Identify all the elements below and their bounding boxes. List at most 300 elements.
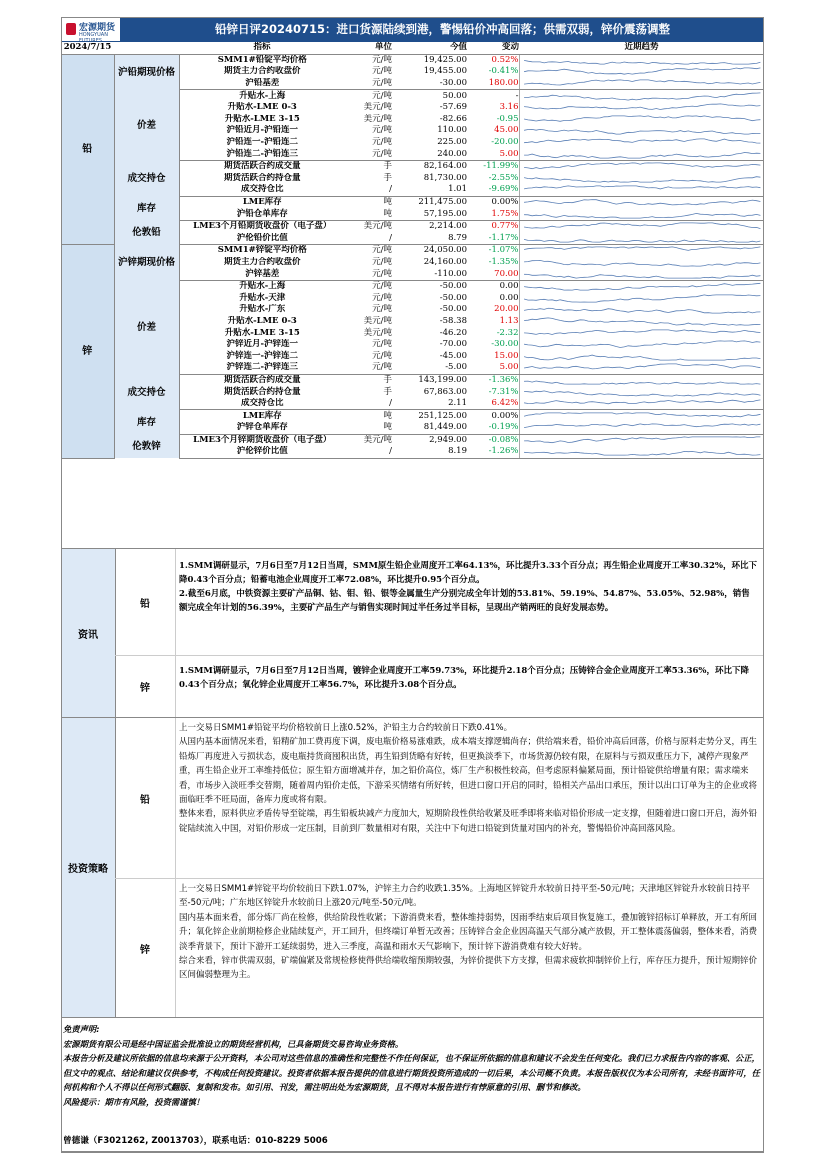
trend-line	[524, 274, 760, 278]
strategy-zinc-text	[175, 879, 764, 986]
data-row	[61, 410, 764, 422]
trend-cell	[519, 90, 764, 102]
data-row	[61, 434, 764, 446]
trend-cell	[519, 160, 764, 172]
indicator-name: 沪锌近月-沪锌连一	[226, 339, 299, 350]
trend-cell	[519, 114, 764, 126]
trend-line	[524, 364, 760, 369]
info-zinc-label: 锌	[115, 656, 176, 717]
indicator-unit: 美元/吨	[363, 113, 392, 124]
indicator-change: 0.00	[499, 292, 519, 303]
indicator-unit: 元/吨	[345, 148, 395, 160]
trend-cell	[519, 208, 764, 220]
trend-line	[524, 68, 760, 74]
trend-cell	[519, 398, 764, 410]
trend-cell	[519, 220, 764, 232]
trend-sparkline	[520, 55, 765, 66]
indicator-value: -58.38	[439, 315, 467, 326]
indicator-value: 81,730.00	[423, 172, 467, 183]
paragraph: 1.SMM调研显示，7月6日至7月12日当周，SMM原生铅企业周度开工率64.13%，环比提升3.33个百分点；再生铅企业周度开工率30.32%，环比下降0.43个百分点；铅蓄电池企业周度开工率72.08%，环比提升0.95个百分点。	[179, 561, 757, 585]
logo-text-zh: 宏源期货	[79, 23, 116, 33]
indicator-unit: /	[345, 233, 395, 245]
logo-text-en: HONGYUAN FUTURES	[79, 32, 108, 44]
indicator-change: -2.55%	[488, 172, 519, 183]
group-label: 伦敦锌	[114, 434, 179, 458]
indicator-name: 沪锌连二-沪锌连三	[179, 362, 345, 374]
report-header	[61, 17, 764, 42]
trend-sparkline	[520, 411, 765, 422]
strategy-zinc-label: 锌	[115, 879, 176, 1017]
indicator-change: -1.26%	[467, 446, 519, 458]
indicator-value: -30.00	[395, 78, 467, 90]
indicator-unit: /	[345, 446, 395, 458]
indicator-name: 升贴水-LME 3-15	[224, 113, 300, 124]
trend-sparkline	[520, 304, 765, 315]
strategy-lead-row	[115, 718, 764, 879]
trend-cell	[519, 148, 764, 160]
indicator-change: -7.31%	[488, 386, 519, 397]
indicator-change: 45.00	[494, 125, 519, 136]
indicator-unit: 元/吨	[345, 78, 395, 90]
indicator-change: 0.52%	[491, 54, 519, 65]
trend-line	[524, 413, 760, 417]
indicator-value: -110.00	[395, 268, 467, 280]
indicator-change: -20.00	[491, 137, 519, 148]
strategy-zinc-row	[115, 879, 764, 1017]
indicator-value: 110.00	[437, 125, 467, 136]
group-label: 成交持仓	[114, 374, 179, 410]
trend-cell	[519, 350, 764, 362]
col-indicator: 指标	[179, 42, 345, 54]
indicator-name: LME库存	[242, 197, 282, 208]
indicator-name: 沪伦锌价比值	[179, 446, 345, 458]
trend-sparkline	[520, 125, 765, 136]
indicator-name: 升贴水-LME 3-15	[224, 327, 300, 338]
phone-label: 联系电话：	[212, 1136, 256, 1146]
indicator-name: 沪铅连一-沪铅连二	[226, 137, 299, 148]
indicator-value: -50.00	[439, 292, 467, 303]
trend-sparkline	[520, 387, 765, 398]
category-cell: 锌	[61, 245, 114, 459]
indicator-change: 20.00	[494, 304, 519, 315]
data-row	[61, 160, 764, 172]
indicator-value: -57.69	[439, 102, 467, 113]
indicator-unit: 元/吨	[345, 362, 395, 374]
data-row	[61, 280, 764, 292]
disclaimer-line: 风险提示：期市有风险，投资需谨慎！	[63, 1096, 205, 1107]
trend-sparkline	[520, 245, 765, 256]
indicator-unit: 元/吨	[372, 256, 392, 267]
data-row	[61, 196, 764, 208]
data-row	[61, 374, 764, 386]
trend-line	[524, 400, 760, 404]
trend-line	[524, 452, 760, 456]
indicator-name: 沪铅仓单库存	[179, 208, 345, 220]
trend-sparkline	[520, 114, 765, 125]
indicator-table	[61, 42, 764, 459]
indicator-change: -1.35%	[488, 256, 519, 267]
indicator-change: -30.00	[491, 339, 519, 350]
indicator-value: 211,475.00	[418, 197, 467, 208]
indicator-change: -11.99%	[483, 161, 519, 172]
group-label: 沪铅期现价格	[114, 54, 179, 90]
info-zinc-row	[115, 656, 764, 717]
indicator-change: -2.32	[496, 327, 519, 338]
trend-line	[524, 309, 760, 314]
indicator-name: 升贴水-上海	[239, 281, 286, 292]
indicator-unit: 元/吨	[372, 245, 392, 256]
indicator-name: 成交持仓比	[179, 184, 345, 196]
indicator-unit: 手	[383, 172, 392, 183]
data-row	[61, 90, 764, 102]
trend-line	[524, 260, 760, 266]
trend-sparkline	[520, 351, 765, 362]
indicator-change: -1.36%	[488, 374, 519, 385]
trend-cell	[519, 362, 764, 374]
trend-sparkline	[520, 422, 765, 433]
indicator-change: -1.07%	[488, 245, 519, 256]
indicator-name: 沪铅连二-沪铅连三	[179, 148, 345, 160]
trend-sparkline	[520, 137, 765, 148]
trend-line	[524, 355, 760, 360]
indicator-unit: 手	[383, 374, 392, 385]
trend-sparkline	[520, 375, 765, 386]
trend-cell	[519, 78, 764, 90]
trend-cell	[519, 446, 764, 458]
indicator-value: 1.01	[395, 184, 467, 196]
indicator-name: 升贴水-天津	[239, 292, 286, 303]
trend-cell	[519, 268, 764, 280]
indicator-value: 24,050.00	[423, 245, 467, 256]
indicator-change: 0.77%	[491, 221, 519, 232]
disclaimer-line: 宏源期货有限公司是经中国证监会批准设立的期货经营机构，已具备期货交易咨询业务资格。	[63, 1038, 404, 1049]
indicator-value: 143,199.00	[418, 374, 467, 385]
trend-line	[524, 283, 760, 290]
trend-sparkline	[520, 293, 765, 304]
indicator-unit: 元/吨	[372, 54, 392, 65]
indicator-value: 81,449.00	[395, 422, 467, 434]
trend-line	[524, 437, 760, 443]
indicator-unit: 元/吨	[372, 292, 392, 303]
trend-cell	[519, 292, 764, 304]
trend-sparkline	[520, 281, 765, 292]
indicator-unit: 元/吨	[372, 90, 392, 101]
trend-sparkline	[520, 149, 765, 160]
indicator-name: 沪锌连一-沪锌连二	[226, 350, 299, 361]
trend-line	[524, 163, 760, 169]
trend-sparkline	[520, 66, 765, 77]
col-trend: 近期趋势	[519, 42, 764, 54]
trend-cell	[519, 137, 764, 149]
indicator-value: 67,863.00	[423, 386, 467, 397]
col-change: 变动	[467, 42, 519, 54]
indicator-unit: 吨	[345, 208, 395, 220]
trend-line	[524, 329, 760, 334]
indicator-name: 期货主力合约收盘价	[223, 66, 301, 77]
indicator-unit: 元/吨	[372, 339, 392, 350]
trend-line	[524, 130, 760, 135]
indicator-name: 期货活跃合约成交量	[223, 374, 301, 385]
paragraph: 2.截至6月底，中铁资源主要矿产品铜、钴、钼、铅、银等金属量生产分别完成全年计划的53.81%、59.19%、54.87%、53.05%、52.98%，销售额完成全年计划的56.39%，主要矿产品生产与销售实现时间过半任务过半目标，呈现出产销两旺的良好发展态势。	[179, 589, 750, 613]
info-section	[61, 549, 764, 718]
indicator-unit: 元/吨	[345, 268, 395, 280]
trend-sparkline	[520, 161, 765, 172]
indicator-value: -45.00	[439, 350, 467, 361]
phone-number: 010-8229 5006	[255, 1136, 328, 1146]
col-price: 今值	[395, 42, 467, 54]
trend-line	[524, 200, 760, 205]
trend-cell	[519, 54, 764, 66]
indicator-name: 沪伦铅价比值	[179, 233, 345, 245]
info-zinc-text	[175, 656, 764, 695]
paragraph: 国内基本面来看，部分炼厂尚在检修，供给阶段性收紧；下游消费来看，整体维持弱势，因雨季结束后项目恢复施工，叠加镀锌招标订单释放，开工有所回升；氧化锌企业前期检修企业陆续复产，开工回升，但终端订单暂无改善；压铸锌合金企业因高温天气部分减产放假，开工整体震荡偏弱，整体来看，消费淡季背景下，预计下游开工延续弱势，进入三季度，高温和雨水天气影响下，预计锌下游消费难有较大好转。	[179, 912, 758, 952]
trend-sparkline	[520, 78, 765, 89]
trend-sparkline	[520, 398, 765, 409]
indicator-unit: 吨	[383, 410, 392, 421]
indicator-value: -82.66	[439, 113, 467, 124]
data-row	[61, 220, 764, 232]
trend-cell	[519, 125, 764, 137]
indicator-unit: 美元/吨	[363, 102, 392, 113]
indicator-unit: 元/吨	[372, 137, 392, 148]
indicator-change: -	[515, 90, 519, 101]
strategy-section	[61, 718, 764, 1018]
indicator-value: 57,195.00	[395, 208, 467, 220]
trend-line	[524, 93, 760, 100]
indicator-unit: 手	[383, 161, 392, 172]
trend-sparkline	[520, 446, 765, 457]
indicator-change: 15.00	[494, 350, 519, 361]
indicator-unit: 元/吨	[372, 304, 392, 315]
indicator-unit: 元/吨	[372, 125, 392, 136]
data-row	[61, 245, 764, 257]
trend-line	[524, 186, 760, 189]
trend-line	[524, 213, 760, 218]
trend-line	[524, 116, 760, 121]
indicator-change: 5.00	[467, 362, 519, 374]
trend-cell	[519, 196, 764, 208]
indicator-unit: 美元/吨	[363, 434, 392, 445]
trend-cell	[519, 245, 764, 257]
group-label: 价差	[114, 90, 179, 161]
contact-line: 曾德谦（F3021262, Z0013703），联系电话：010-8229 5006	[63, 1136, 328, 1146]
group-label: 库存	[114, 410, 179, 434]
indicator-value: 50.00	[442, 90, 467, 101]
trend-sparkline	[520, 233, 765, 244]
indicator-value: 240.00	[395, 148, 467, 160]
trend-line	[524, 295, 760, 302]
strategy-lead-label: 铅	[115, 718, 176, 878]
trend-sparkline	[520, 316, 765, 327]
data-row	[61, 54, 764, 66]
indicator-value: -46.20	[439, 327, 467, 338]
indicator-name: 期货活跃合约持仓量	[223, 172, 301, 183]
report-date: 2024/7/15	[61, 42, 114, 54]
trend-sparkline	[520, 362, 765, 373]
trend-line	[524, 341, 760, 348]
trend-sparkline	[520, 221, 765, 232]
trend-sparkline	[520, 173, 765, 184]
indicator-change: 0.00%	[491, 197, 519, 208]
indicator-name: 期货活跃合约成交量	[223, 161, 301, 172]
indicator-value: 2.11	[395, 398, 467, 410]
trend-line	[524, 424, 760, 428]
indicator-name: 期货活跃合约持仓量	[223, 386, 301, 397]
indicator-change: -0.95	[496, 113, 519, 124]
strategy-label: 投资策略	[61, 718, 116, 1017]
trend-cell	[519, 316, 764, 328]
indicator-change: -9.69%	[467, 184, 519, 196]
indicator-value: 2,214.00	[429, 221, 467, 232]
indicator-name: 沪锌基差	[179, 268, 345, 280]
indicator-value: -50.00	[439, 281, 467, 292]
indicator-name: 沪铅基差	[179, 78, 345, 90]
info-lead-label: 铅	[115, 549, 176, 655]
indicator-unit: /	[345, 184, 395, 196]
indicator-value: 24,160.00	[423, 256, 467, 267]
paragraph: 上一交易日SMM1#铅锭平均价格较前日上涨0.52%，沪铅主力合约较前日下跌0.41%。	[179, 723, 513, 733]
category-cell: 铅	[61, 54, 114, 245]
column-header-row	[61, 42, 764, 54]
indicator-name: 沪铅近月-沪铅连一	[226, 125, 299, 136]
group-label: 成交持仓	[114, 160, 179, 196]
info-strategy-block	[61, 548, 764, 1018]
trend-cell	[519, 66, 764, 78]
indicator-name: LME库存	[242, 410, 282, 421]
indicator-value: 82,164.00	[423, 161, 467, 172]
trend-line	[524, 247, 760, 251]
indicator-name: 升贴水-LME 0-3	[227, 102, 297, 113]
info-lead-text	[175, 549, 764, 618]
indicator-name: 沪锌仓单库存	[179, 422, 345, 434]
trend-line	[524, 139, 760, 143]
indicator-value: -5.00	[395, 362, 467, 374]
trend-sparkline	[520, 339, 765, 350]
col-unit: 单位	[345, 42, 395, 54]
trend-line	[524, 80, 760, 85]
trend-sparkline	[520, 435, 765, 446]
paragraph: 上一交易日SMM1#锌锭平均价较前日下跌1.07%，沪锌主力合约收跌1.35%。上海地区锌锭升水较前日持平至-50元/吨；天津地区锌锭升水较前日持平至-50元/吨；广东地区锌锭升水较前日上涨20元/吨至-50元/吨。	[179, 884, 750, 909]
indicator-name: 成交持仓比	[179, 398, 345, 410]
indicator-value: -70.00	[439, 339, 467, 350]
group-label: 库存	[114, 196, 179, 220]
indicator-unit: 美元/吨	[363, 221, 392, 232]
indicator-value: 19,425.00	[423, 54, 467, 65]
trend-line	[524, 60, 760, 64]
indicator-name: LME3个月锌期货收盘价（电子盘）	[193, 434, 332, 445]
indicator-change: 5.00	[467, 148, 519, 160]
trend-cell	[519, 173, 764, 185]
paragraph: 综合来看，锌市供需双弱，矿端偏紧及常规检修使得供给端收缩预期较强，为锌价提供下方支撑，但需求疲软抑制锌价上行，库存压力提升，预计短期锌价区间偏弱整理为主。	[179, 956, 758, 981]
group-label: 价差	[114, 280, 179, 374]
indicator-value: -50.00	[439, 304, 467, 315]
indicator-change: -0.08%	[488, 434, 519, 445]
disclaimer-title: 免责声明:	[63, 1024, 100, 1034]
indicator-name: LME3个月铅期货收盘价（电子盘）	[193, 221, 332, 232]
indicator-unit: /	[345, 398, 395, 410]
trend-sparkline	[520, 102, 765, 113]
trend-cell	[519, 233, 764, 245]
report-title: 铅锌日评20240715：进口货源陆续到港，警惕铅价冲高回落；供需双弱，锌价震荡调整	[214, 22, 670, 36]
trend-line	[524, 239, 760, 242]
trend-sparkline	[520, 197, 765, 208]
company-logo	[61, 17, 121, 42]
indicator-value: 225.00	[437, 137, 467, 148]
trend-sparkline	[520, 91, 765, 102]
indicator-change: 3.16	[499, 102, 519, 113]
indicator-change: 70.00	[467, 268, 519, 280]
paragraph: 从国内基本面情况来看，铅精矿加工费再度下调，废电瓶价格易涨难跌，成本端支撑逻辑尚存；供给端来看，铅价冲高后回落，价格与原料走势分叉，再生铅炼厂再度进入亏损状态，废电瓶持货商囤积出货，再生铅到货略有好转，但更换淡季下，市场货源仍较有限，在原料与亏损双重压力下，减停产现象严重，再生铅企业开工率维持低位；原生铅方面增减并存，加之铅价高位，炼厂生产积极性较高，但考虑原料偏紧局面，预计铅锭供给增量有限；需求端来看，市场步入淡旺季交替期，随着周内铅价走低，下游采买情绪有所好转，但进口窗口开启的同时，铅相关产品出口承压，预计以出口订单为主的企业或将面临旺季不旺局面，备库力度或将有限。	[179, 737, 758, 806]
trend-cell	[519, 410, 764, 422]
trend-line	[524, 390, 760, 395]
trend-cell	[519, 374, 764, 386]
indicator-value: 8.19	[395, 446, 467, 458]
indicator-unit: 元/吨	[372, 281, 392, 292]
logo-mark-icon	[66, 23, 76, 35]
strategy-lead-text	[175, 718, 764, 839]
report-page	[61, 17, 764, 459]
trend-cell	[519, 434, 764, 446]
indicator-name: SMM1#锌锭平均价格	[217, 245, 307, 256]
trend-sparkline	[520, 328, 765, 339]
indicator-name: 升贴水-广东	[239, 304, 286, 315]
group-label: 沪锌期现价格	[114, 245, 179, 281]
trend-line	[524, 381, 760, 384]
trend-cell	[519, 339, 764, 351]
indicator-unit: 美元/吨	[363, 327, 392, 338]
trend-cell	[519, 184, 764, 196]
trend-sparkline	[520, 209, 765, 220]
indicator-unit: 元/吨	[372, 350, 392, 361]
trend-line	[524, 104, 760, 110]
indicator-change: -0.19%	[467, 422, 519, 434]
indicator-unit: 吨	[383, 197, 392, 208]
analyst-name: 曾德谦	[63, 1136, 89, 1146]
indicator-unit: 元/吨	[372, 66, 392, 77]
trend-line	[524, 318, 760, 325]
trend-sparkline	[520, 184, 765, 195]
indicator-value: 19,455.00	[423, 66, 467, 77]
disclaimer-line: 本报告分析及建议所依据的信息均来源于公开资料，本公司对这些信息的准确性和完整性不作任何保证，也不保证所依据的信息和建议不会发生任何变化。我们已力求报告内容的客观、公正，但文中的观点、结论和建议仅供参考，不构成任何投资建议。投资者依据本报告提供的信息进行期货投资所造成的一切后果，本公司概不负责。本报告版权仅为本公司所有，未经书面许可，任何机构和个人不得以任何形式翻版、复制和发布。如引用、刊发，需注明出处为宏源期货，且不得对本报告进行有悖原意的引用、删节和修改。	[63, 1053, 760, 1093]
indicator-value: 251,125.00	[418, 410, 467, 421]
indicator-name: 升贴水-上海	[239, 90, 286, 101]
indicator-name: 升贴水-LME 0-3	[227, 315, 297, 326]
trend-cell	[519, 327, 764, 339]
indicator-name: SMM1#铅锭平均价格	[217, 54, 307, 65]
trend-cell	[519, 422, 764, 434]
indicator-unit: 手	[383, 386, 392, 397]
indicator-value: 2,949.00	[429, 434, 467, 445]
trend-cell	[519, 102, 764, 114]
group-label: 伦敦铅	[114, 220, 179, 244]
paragraph: 整体来看，原料供应矛盾传导至锭端，再生铅板块减产力度加大，短期阶段性供给收紧及旺季即将来临对铅价形成一定支撑，但随着进口窗口开启，海外铅锭陆续流入中国，对铅价形成一定压制，目前到厂数量相对有限，关注中下旬进口铅锭到货量对国内的补充，警惕铅价冲高回落风险。	[179, 809, 758, 834]
indicator-change: 1.13	[499, 315, 519, 326]
paragraph: 1.SMM调研显示，7月6日至7月12日当周，镀锌企业周度开工率59.73%，环比提升2.18个百分点；压铸锌合金企业周度开工率53.36%，环比下降0.43个百分点；氧化锌企业周度开工率56.7%，环比提升3.08个百分点。	[179, 666, 749, 690]
trend-cell	[519, 386, 764, 398]
trend-cell	[519, 304, 764, 316]
indicator-unit: 美元/吨	[363, 315, 392, 326]
trend-sparkline	[520, 269, 765, 280]
analyst-ids: （F3021262, Z0013703）	[88, 1136, 204, 1146]
trend-sparkline	[520, 257, 765, 268]
indicator-value: 8.79	[395, 233, 467, 245]
trend-cell	[519, 257, 764, 269]
indicator-change: 1.75%	[467, 208, 519, 220]
indicator-change: 0.00	[499, 281, 519, 292]
indicator-change: 180.00	[467, 78, 519, 90]
trend-cell	[519, 280, 764, 292]
trend-line	[524, 177, 760, 182]
